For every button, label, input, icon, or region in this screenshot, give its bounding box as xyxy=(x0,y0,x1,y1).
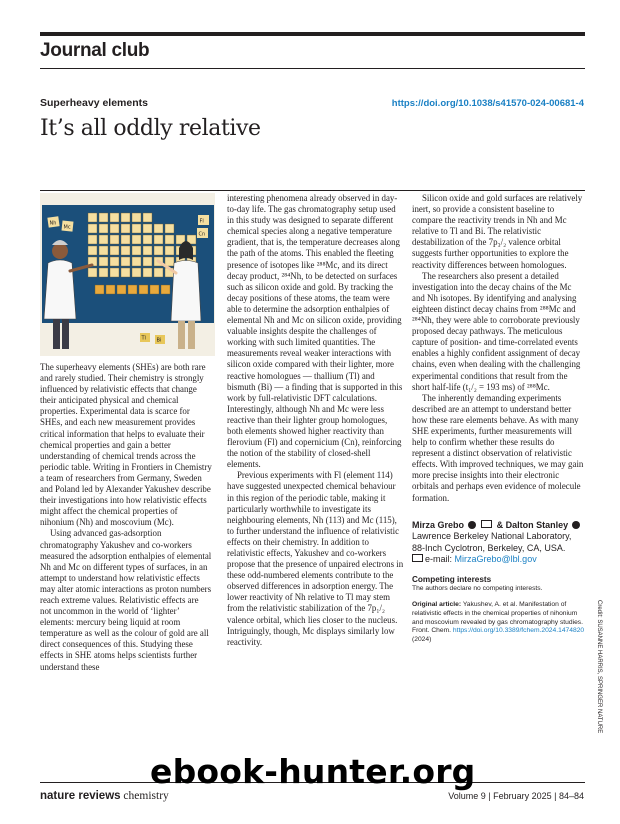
column-2 xyxy=(227,193,404,648)
section-label: Superheavy elements xyxy=(40,97,148,109)
email-icon[interactable] xyxy=(481,520,492,528)
board-label: Nh xyxy=(49,220,57,227)
original-article xyxy=(412,601,586,644)
footer-volume: Volume 9 | February 2025 | 84–84 xyxy=(448,791,584,801)
illustration xyxy=(40,193,215,356)
author-block xyxy=(412,520,586,566)
board-label: Cn xyxy=(198,231,206,238)
paragraph: Previous experiments with Fl (element 114) have suggested unexpected chemical behaviour in this region of the periodic table, making it particularly worthwhile to investigate its neighbouring elements, Nh (113) and Mc (115), to further understand the influence of relativistic effects on their chemistry. In addition to relativistic effects, Yakushev and co-workers propose that the presence of unpaired electrons in these odd-numbered elements contribute to the observed differences in adsorption energy. The lower reactivity of Nh relative to Tl may stem from the relativistic stabilization of the 7p₁/₂ valence orbital, which lies closer to the nucleus. Intriguingly, though, Mc displays similarly low reactivity. xyxy=(227,470,404,647)
author-name: Dalton Stanley xyxy=(505,519,569,530)
footer-brand xyxy=(40,790,169,802)
floor-tile: Bi xyxy=(156,337,162,344)
original-article-doi[interactable]: https://doi.org/10.3389/fchem.2024.1474820 xyxy=(452,627,585,635)
paragraph: The inherently demanding experiments described are an attempt to understand better how these rare elements behave. As with many SHE experiments, further measurements will help to confirm whether these results do represent a distinct observation of relativistic effects. With improved techniques, we may gain more precise insights into their electronic orbitals and perhaps even evidence of molecule formation. xyxy=(412,392,584,503)
title-divider xyxy=(40,190,585,191)
orcid-icon[interactable] xyxy=(468,521,476,529)
board-label: Fl xyxy=(199,218,204,225)
column-1 xyxy=(40,362,212,673)
affiliation: 88-Inch Cyclotron, Berkeley, CA, USA. xyxy=(412,542,566,553)
board-label: Mc xyxy=(63,224,71,231)
author-name: Mirza Grebo xyxy=(412,519,465,530)
paragraph: Using advanced gas-adsorption chromatography Yakushev and co-workers measured the adsorption enthalpies of elemental Nh and Mc on different types of surfaces, in an attempt to understand how relativistic effects may alter atomic interactions as proton numbers reach extreme values. Relativistic effects are not uncommon in the world of ‘lighter’ elements: mercury being liquid at room temperature as well as the colour of gold are all direct consequences of this. Studying these effects in SHE atoms helps scientists further understand these xyxy=(40,528,212,672)
original-article-label: Original article: xyxy=(412,601,462,609)
floor-tile: Tl xyxy=(141,335,146,342)
paragraph: Silicon oxide and gold surfaces are relatively inert, so provide a consistent baseline to compare the reactivity trends in Nh and Mc relative to Tl and Bi. The relativistic destabilization of the 7p₃/₂ valence orbital suggests further opportunities to explore the reactivity differences between homologues. xyxy=(412,193,583,270)
author-connector: & xyxy=(496,519,504,530)
email-icon xyxy=(412,554,423,562)
footer-brand-light: chemistry xyxy=(123,790,169,802)
image-credit-text: Credit: SUSANNE HARRIS, SPRINGER NATURE xyxy=(596,600,602,734)
original-article-year: (2024) xyxy=(412,635,432,643)
email-link[interactable]: MirzaGrebo@lbl.gov xyxy=(454,554,537,565)
email-label: e-mail: xyxy=(425,554,453,565)
orcid-icon[interactable] xyxy=(572,521,580,529)
competing-interests-text: The authors declare no competing interests. xyxy=(412,584,543,592)
column-3 xyxy=(412,193,586,644)
watermark: ebook-hunter.org xyxy=(150,752,476,791)
affiliation: Lawrence Berkeley National Laboratory, xyxy=(412,531,572,542)
doi-link[interactable]: https://doi.org/10.1038/s41570-024-00681-4 xyxy=(391,98,584,109)
article-title: It’s all oddly relative xyxy=(40,116,261,141)
original-article-citation: Yakushev, A. et al. Manifestation of relativistic effects in the chemical properties of nihonium and moscovium revealed by gas chromatography studies. Front. Chem. xyxy=(412,601,583,635)
footer-brand-bold: nature reviews xyxy=(40,790,121,802)
paragraph: The superheavy elements (SHEs) are both rare and rarely studied. Their chemistry is strongly influenced by relativistic effects that change their anticipated physical and chemical properties. Experimental data is scarce for SHEs, and each new measurement provides critical information that helps to evaluate their chemical properties and gain a better understanding of chemical trends across the periodic table. Writing in Frontiers in Chemistry a team of researchers from Germany, Sweden and Poland led by Alexander Yakushev describe their investigations into how relativistic effects might affect the chemical properties of nihonium (Nh) and moscovium (Mc). xyxy=(40,362,212,528)
journal-club-label: Journal club xyxy=(40,40,150,61)
image-credit xyxy=(594,600,604,780)
header-divider xyxy=(40,68,585,69)
competing-interests-title: Competing interests xyxy=(412,574,492,584)
paragraph: interesting phenomena already observed in day-to-day life. The gas chromatography setup used in this study was designed to separate different chemical species along a negative temperature gradient, that is, the temperature decreases along the path of the atoms. This enabled the fleeting presence of isotopes like ²⁸⁸Mc, and its direct decay product, ²⁸⁴Nh, to be detected on surfaces such as silicon oxide and gold. By tracking the decay positions of these atoms, the team were able to determine the adsorption enthalpies of elemental Nh and Mc on silicon oxide, providing valuable insights despite the challenges of working with such limited quantities. The measurements reveal weaker interactions with silicon oxide compared with their lighter, more reactive homologues — thallium (Tl) and bismuth (Bi) — a finding that is supported in this work by full-relativistic DFT calculations. Interestingly, although Nh and Mc were less reactive than their lighter group homologues, both elements showed higher reactivity than flerovium (Fl) and copernicium (Cn), reinforcing the notion of the stability of closed-shell elements. xyxy=(227,193,403,470)
paragraph: The researchers also present a detailed investigation into the decay chains of the Mc and Nh isotopes. By identifying and analysing eighteen distinct decay chains from ²⁸⁸Mc and ²⁸⁴Nh, they were able to corroborate previously proposed decay pathways. The meticulous capture of position- and time-correlated events enables a highly confident assignment of decay chains, even when dealing with the challenging experimental conditions that result from the short half-life (t₁/₂ = 193 ms) of ²⁸⁸Mc. xyxy=(412,270,581,392)
header-top-bar xyxy=(40,32,585,36)
